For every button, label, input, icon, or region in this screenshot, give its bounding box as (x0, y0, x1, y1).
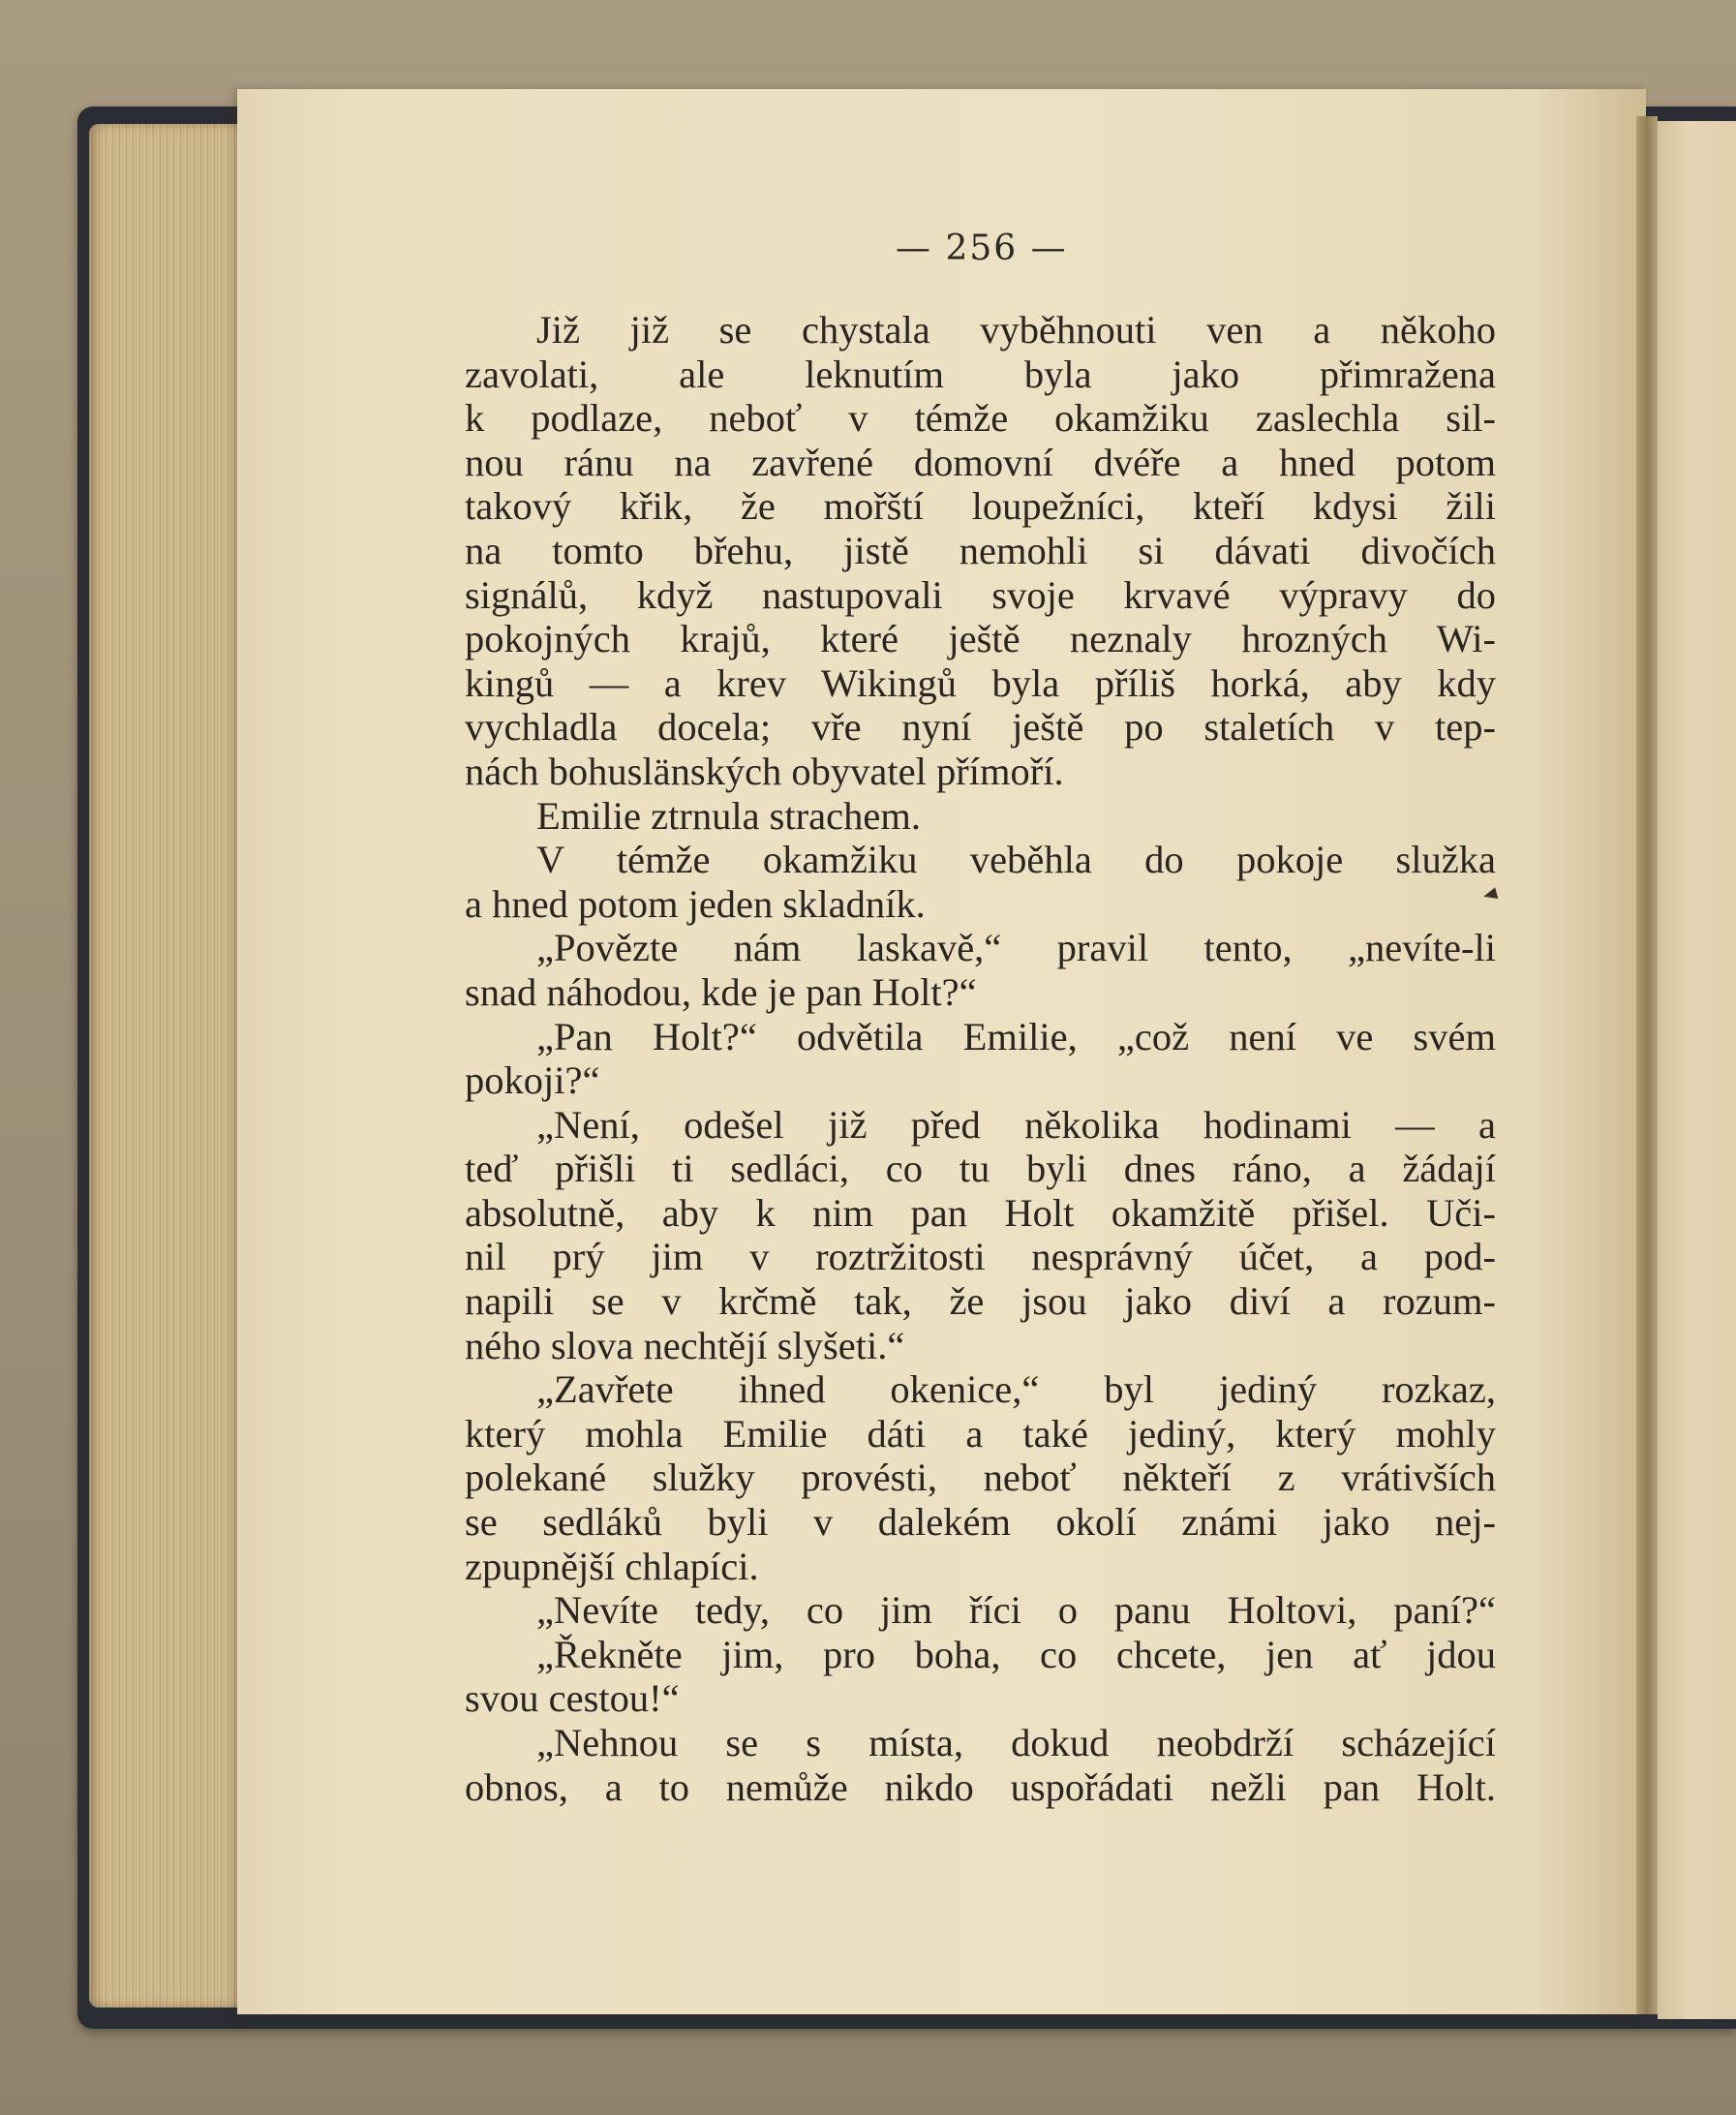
text-line: obnos, a to nemůže nikdo uspořádati nežli pan Holt. (465, 1764, 1496, 1809)
text-line: „Řekněte jim, pro boha, co chcete, jen ať jdou (536, 1632, 1496, 1676)
text-line: „Pan Holt?“ odvětila Emilie, „což není ve svém (536, 1014, 1496, 1058)
text-line: který mohla Emilie dáti a také jediný, který mohly (465, 1411, 1496, 1456)
text-line: a hned potom jeden skladník. (465, 881, 926, 926)
text-line: „Nevíte tedy, co jim říci o panu Holtovi, paní?“ (536, 1588, 1496, 1633)
text-line: na tomto břehu, jistě nemohli si dávati divočích (465, 528, 1496, 572)
text-line: zavolati, ale leknutím byla jako přimražena (465, 352, 1496, 396)
text-line: „Zavřete ihned okenice,“ byl jediný rozkaz, (536, 1367, 1496, 1412)
text-line: nil prý jim v roztržitosti nesprávný účet, a pod- (465, 1235, 1496, 1279)
text-line: Již již se chystala vyběhnouti ven a někoho (536, 308, 1496, 352)
text-line: Emilie ztrnula strachem. (536, 793, 921, 838)
text-line: V témže okamžiku veběhla do pokoje služka (536, 838, 1496, 882)
text-line: k podlaze, neboť v témže okamžiku zaslechla sil- (465, 396, 1496, 441)
text-line: vychladla docela; vře nyní ještě po staletích v tep- (465, 705, 1496, 750)
text-line: snad náhodou, kde je pan Holt?“ (465, 969, 977, 1014)
text-line: zpupnější chlapíci. (465, 1544, 759, 1588)
text-line: pokojných krajů, které ještě neznaly hrozných Wi- (465, 617, 1496, 661)
text-line: teď přišli ti sedláci, co tu byli dnes ráno, a žádají (465, 1147, 1496, 1191)
page-text (465, 308, 1496, 1809)
text-line: svou cestou!“ (465, 1676, 680, 1721)
text-line: kingů — a krev Wikingů byla příliš horká, aby kdy (465, 660, 1496, 705)
book-gutter (1636, 116, 1658, 2014)
page-number: — 256 — (896, 229, 1068, 268)
text-line: ného slova nechtějí slyšeti.“ (465, 1323, 905, 1367)
text-line: „Povězte nám laskavě,“ pravil tento, „nevíte-li (536, 926, 1496, 970)
text-line: pokoji?“ (465, 1058, 600, 1103)
text-line: absolutně, aby k nim pan Holt okamžitě přišel. Uči- (465, 1190, 1496, 1235)
text-line: „Nehnou se s místa, dokud neobdrží scházející (536, 1721, 1496, 1764)
text-line: nou ránu na zavřené domovní dvéře a hned potom (465, 440, 1496, 484)
text-line: nách bohuslänských obyvatel přímoří. (465, 749, 1064, 793)
text-line: polekané služky provésti, neboť někteří z vrátivších (465, 1456, 1496, 1500)
text-line: napili se v krčmě tak, že jsou jako diví a rozum- (465, 1279, 1496, 1324)
text-line: signálů, když nastupovali svoje krvavé výpravy do (465, 572, 1496, 617)
text-line: „Není, odešel již před několika hodinami — a (536, 1102, 1496, 1147)
text-line: takový křik, že mořští loupežníci, kteří kdysi žili (465, 484, 1496, 529)
facing-page-edge (1658, 121, 1736, 2019)
text-line: se sedláků byli v dalekém okolí známi jako nej- (465, 1500, 1496, 1545)
